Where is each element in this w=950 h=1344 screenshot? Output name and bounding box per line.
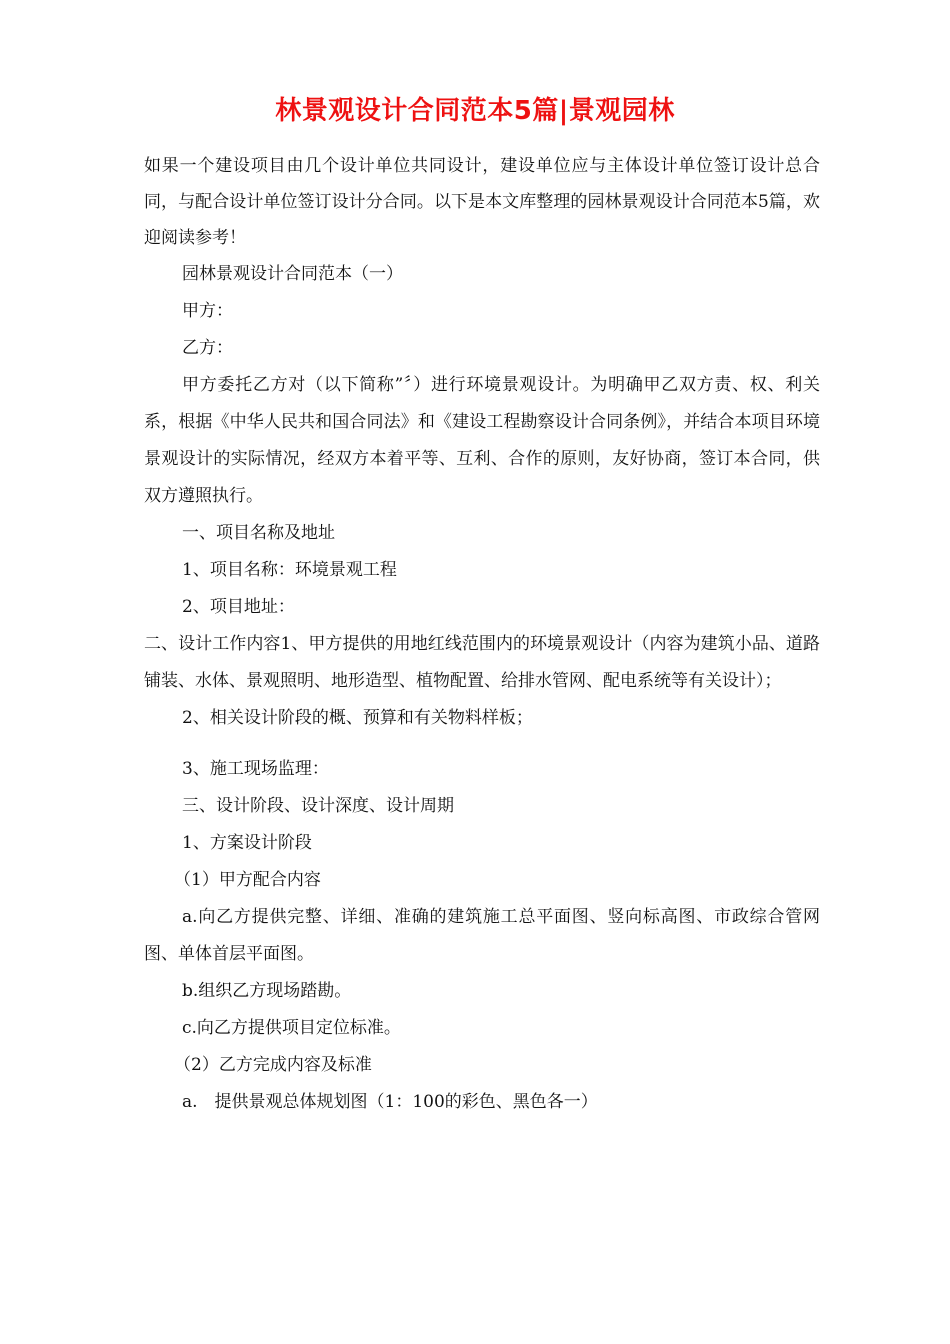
clause-item: c.向乙方提供项目定位标准。 [182, 1018, 401, 1038]
clause-item: 3、施工现场监理： [182, 759, 329, 779]
clause-heading: 三、设计阶段、设计深度、设计周期 [182, 796, 454, 816]
section-heading: 园林景观设计合同范本（一） [182, 264, 403, 284]
document-body [144, 148, 820, 1121]
clause-item: a. 提供景观总体规划图（1：100的彩色、黑色各一） [182, 1092, 598, 1112]
clause-item: b.组织乙方现场踏勘。 [182, 981, 352, 1001]
intro-paragraph: 如果一个建设项目由几个设计单位共同设计，建设单位应与主体设计单位签订设计总合同，与配合设计单位签订设计分合同。以下是本文库整理的园林景观设计合同范本5篇，欢迎阅读参考！ [144, 156, 820, 248]
clause-item: 2、相关设计阶段的概、预算和有关物料样板； [182, 708, 533, 728]
party-a-label: 甲方： [182, 301, 233, 321]
contract-preamble: 甲方委托乙方对（以下简称”〞）进行环境景观设计。为明确甲乙双方责、权、利关系，根据《中华人民共和国合同法》和《建设工程勘察设计合同条例》，并结合本项目环境景观设计的实际情况，经双方本着平等、互利、合作的原则，友好协商，签订本合同，供双方遵照执行。 [144, 375, 820, 506]
clause-subheading: （1）甲方配合内容 [174, 870, 321, 890]
clause-heading: 一、项目名称及地址 [182, 523, 335, 543]
clause-subheading: （2）乙方完成内容及标准 [174, 1055, 372, 1075]
document-title: 林景观设计合同范本5篇|景观园林 [275, 96, 675, 126]
clause-item: 1、方案设计阶段 [182, 833, 312, 853]
clause-paragraph: 二、设计工作内容1、甲方提供的用地红线范围内的环境景观设计（内容为建筑小品、道路铺装、水体、景观照明、地形造型、植物配置、给排水管网、配电系统等有关设计）； [144, 634, 820, 691]
clause-item: 2、项目地址： [182, 597, 295, 617]
clause-item: a.向乙方提供完整、详细、准确的建筑施工总平面图、竖向标高图、市政综合管网图、单体首层平面图。 [144, 907, 820, 964]
party-b-label: 乙方： [182, 338, 233, 358]
clause-item: 1、项目名称：环境景观工程 [182, 560, 397, 580]
